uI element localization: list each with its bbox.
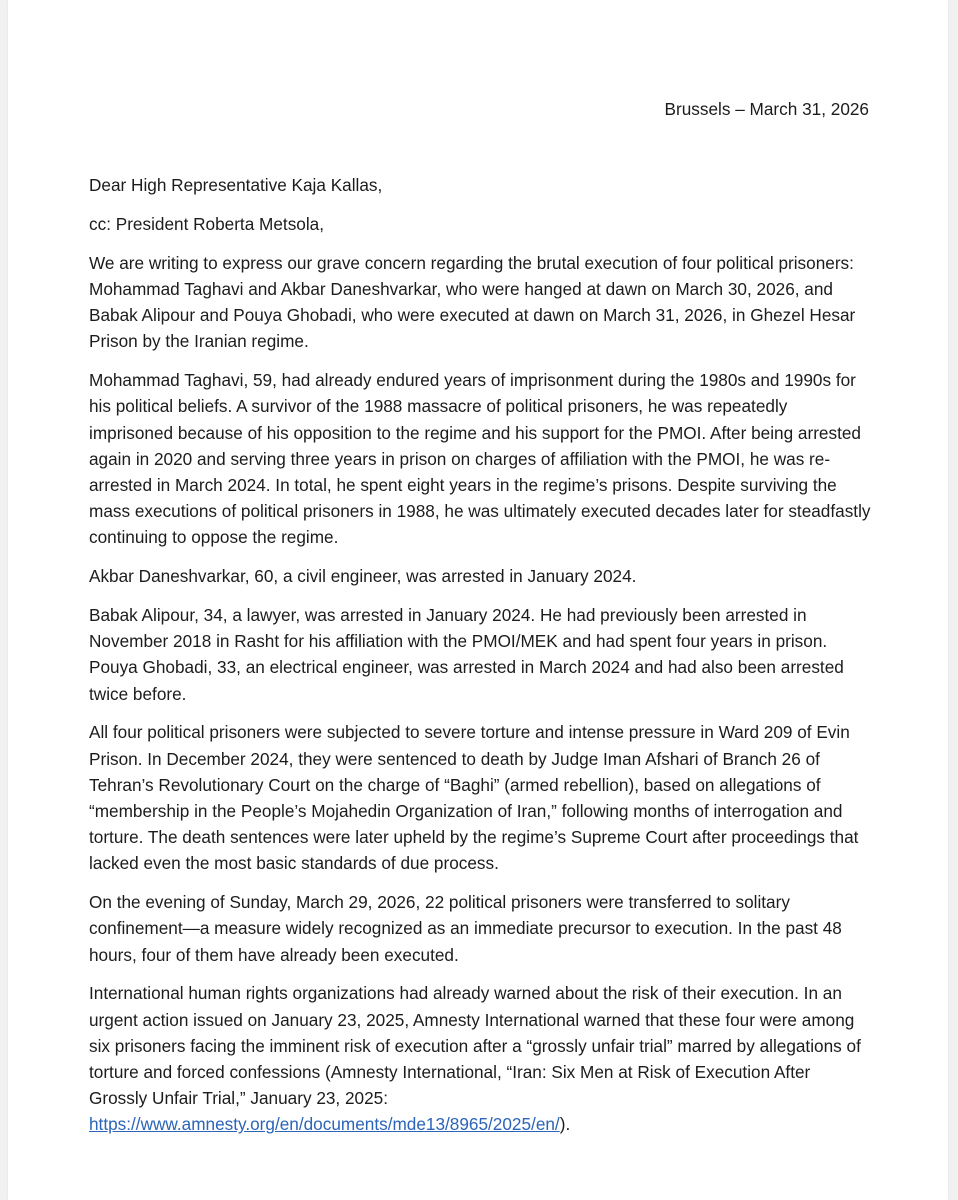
letter-body [89,96,871,1150]
paragraph-alipour-ghobadi: Babak Alipour, 34, a lawyer, was arrested in January 2024. He had previously been arrested in November 2018 in Rasht for his affiliation with the PMOI/MEK and had spent four years in prison. Pouya Ghobadi, 33, an electrical engineer, was arrested in March 2024 and had also been arrested twice before. [89,605,844,704]
paragraph-torture-sentence: All four political prisoners were subjected to severe torture and intense pressure in Ward 209 of Evin Prison. In December 2024, they were sentenced to death by Judge Iman Afshari of Branch 26 of Tehran’s Revolutionary Court on the charge of “Baghi” (armed rebellion), based on allegations of “membership in the People’s Mojahedin Organization of Iran,” following months of interrogation and torture. The death sentences were later upheld by the regime’s Supreme Court after proceedings that lacked even the most basic standards of due process. [89,722,859,874]
paragraph-daneshvarkar: Akbar Daneshvarkar, 60, a civil engineer, was arrested in January 2024. [89,566,637,587]
amnesty-link[interactable]: https://www.amnesty.org/en/documents/mde13/8965/2025/en/ [89,1114,560,1135]
date-line: Brussels – March 31, 2026 [664,99,869,119]
paragraph-solitary-confinement: On the evening of Sunday, March 29, 2026, 22 political prisoners were transferred to solitary confinement—a measure widely recognized as an immediate precursor to execution. In the past 48 hours, four of them have already been executed. [89,892,842,965]
letter-page [8,0,948,1200]
paragraph-taghavi: Mohammad Taghavi, 59, had already endured years of imprisonment during the 1980s and 1990s for his political beliefs. A survivor of the 1988 massacre of political prisoners, he was repeatedly imprisoned because of his opposition to the regime and his support for the PMOI. After being arrested again in 2020 and serving three years in prison on charges of affiliation with the PMOI, he was re-arrested in March 2024. In total, he spent eight years in the regime’s prisons. Despite surviving the mass executions of political prisoners in 1988, he was ultimately executed decades later for steadfastly continuing to oppose the regime. [89,370,871,548]
paragraph-execution-concern: We are writing to express our grave concern regarding the brutal execution of four political prisoners: Mohammad Taghavi and Akbar Daneshvarkar, who were hanged at dawn on March 30, 2026, and Babak Alipour and Pouya Ghobadi, who were executed at dawn on March 31, 2026, in Ghezel Hesar Prison by the Iranian regime. [89,252,856,352]
cc-line: cc: President Roberta Metsola, [89,214,325,234]
paragraph-amnesty-warning [89,980,871,1137]
salutation: Dear High Representative Kaja Kallas, [89,175,383,196]
amnesty-paragraph-end: ). [559,1114,571,1135]
amnesty-paragraph-text: International human rights organizations had already warned about the risk of their execution. In an urgent action issued on January 23, 2025, Amnesty International warned that these four were among six prisoners facing the imminent risk of execution after a “grossly unfair trial” marred by allegations of torture and forced confessions (Amnesty International, “Iran: Six Men at Risk of Execution After Grossly Unfair Trial,” January 23, 2025: [89,983,861,1109]
